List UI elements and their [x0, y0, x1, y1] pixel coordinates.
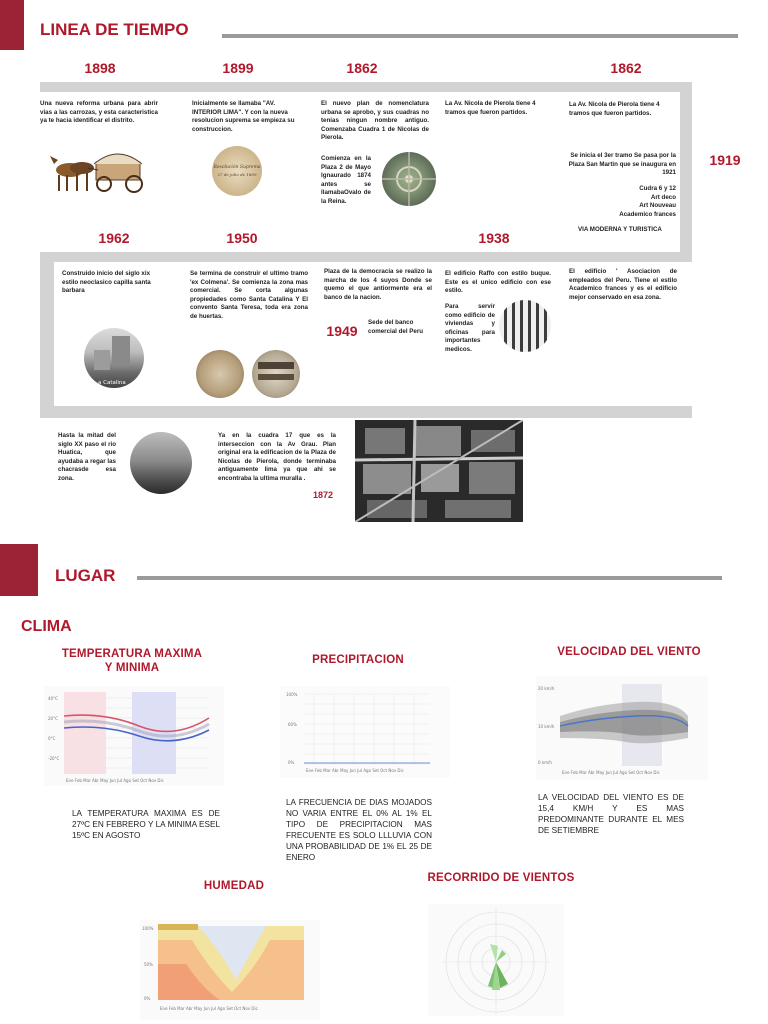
- temp-chart-title: TEMPERATURA MAXIMA Y MINIMA: [61, 648, 203, 674]
- row2-top-bar: [40, 252, 692, 262]
- text-1899: Inicialmente se llamaba "AV. INTERIOR LIMA". Y con la nueva resolucion suprema se empieza su construccion.: [192, 100, 295, 133]
- row2-bottom-bar: [40, 406, 692, 418]
- wind-route-chart-title: RECORRIDO DE VIENTOS: [427, 872, 575, 884]
- santa-catalina-photo: [84, 328, 144, 388]
- temperature-chart: [44, 686, 224, 786]
- year-1962: 1962: [98, 230, 130, 246]
- svg-text:40°C: 40°C: [48, 696, 58, 701]
- svg-text:Ene Feb Mar Abr May Jun Jul Ag: Ene Feb Mar Abr May Jun Jul Ago Set Oct Nov Dic: [160, 1006, 258, 1011]
- edificio-raffo-photo: [499, 300, 551, 352]
- year-1862-a: 1862: [346, 60, 378, 76]
- svg-text:20°C: 20°C: [48, 716, 58, 721]
- rio-huatica-photo: [130, 432, 192, 494]
- row2-left-bar: [40, 252, 54, 418]
- svg-text:0°C: 0°C: [48, 736, 56, 741]
- timeline-heading: LINEA DE TIEMPO: [40, 20, 189, 39]
- svg-text:10 km/h: 10 km/h: [538, 724, 555, 729]
- year-1899: 1899: [222, 60, 254, 76]
- wind-chart-title: VELOCIDAD DEL VIENTO: [557, 646, 701, 658]
- wind-rose-chart: [428, 904, 564, 1016]
- santa-catalina-label: a Catalina: [98, 380, 126, 386]
- horse-wagon-image: [48, 142, 148, 200]
- year-1950: 1950: [226, 230, 258, 246]
- svg-text:100%: 100%: [286, 692, 298, 697]
- svg-text:50%: 50%: [144, 962, 153, 967]
- svg-text:Ene Feb Mar Abr May Jun Jul Ag: Ene Feb Mar Abr May Jun Jul Ago Set Oct Nov Dic: [562, 770, 660, 775]
- clima-heading: CLIMA: [21, 618, 72, 635]
- svg-text:Ene Feb Mar Abr May Jun Jul Ag: Ene Feb Mar Abr May Jun Jul Ago Set Oct Nov Dic: [306, 768, 404, 773]
- lugar-heading: LUGAR: [55, 566, 116, 585]
- svg-text:0 km/h: 0 km/h: [538, 760, 552, 765]
- cuadra-line: Academico frances: [619, 210, 676, 218]
- temp-caption: LA TEMPERATURA MAXIMA ES DE 27ºC EN FEBRERO Y LA MINIMA ESEL 15ºC EN AGOSTO: [72, 809, 220, 840]
- text-1938-raffo: El edificio Raffo con estilo buque. Este es el unico edificio con ese estilo.: [445, 270, 551, 295]
- colmena-old-photo-1: [196, 350, 244, 398]
- svg-text:0%: 0%: [288, 760, 295, 765]
- text-asociacion-empleados: El edificio ' Asociacion de empleados del Peru. Tiene el estilo Academico frances y es el edificio mejor conservado en esa zona.: [569, 268, 677, 301]
- year-1938: 1938: [478, 230, 510, 246]
- year-1919: 1919: [709, 152, 741, 168]
- svg-text:0%: 0%: [144, 996, 151, 1001]
- text-banco-comercial: Sede del banco comercial del Peru: [368, 319, 424, 335]
- text-1862-plan: El nuevo plan de nomenclatura urbana se aprobo, y sus cuadras no tenias ningun nombre antiguo. Comenzaba Cuadra 1 de Nicolas de Pierola.: [321, 100, 429, 142]
- precipitation-chart: [280, 686, 450, 778]
- text-via-moderna: VIA MODERNA Y TURISTICA: [578, 226, 662, 233]
- cuadra-line: Art Nouveau: [639, 202, 676, 210]
- year-1949: 1949: [326, 323, 358, 339]
- wind-speed-chart: [536, 676, 708, 780]
- svg-text:Ene Feb Mar Abr May Jun Jul Ag: Ene Feb Mar Abr May Jun Jul Ago Set Oct Nov Dic: [66, 778, 164, 783]
- text-cuadra-styles: [560, 185, 676, 219]
- text-1862-tramos-a: La Av. Nicola de Pierola tiene 4 tramos que fueron partidos.: [445, 100, 536, 116]
- heading-rule: [222, 34, 738, 38]
- text-1898: Una nueva reforma urbana para abrir vias a las carrozas, y esta caracteristica ya te hacia identificar el distrito.: [40, 100, 158, 125]
- text-cuadra-17: Ya en la cuadra 17 que es la interseccion con la Av Grau. Plan original era la edificacion de la Plaza de Nicolas de Pierola, donde terminaba antiguamente lima ya que ahi se encontraba la ultima muralla .: [218, 432, 336, 482]
- colmena-old-photo-2: [252, 350, 300, 398]
- svg-text:100%: 100%: [142, 926, 154, 931]
- plaza-dos-de-mayo-aerial-image: [382, 152, 436, 206]
- text-1949-plaza: Plaza de la democracia se realizo la marcha de los 4 suyos Donde se quemo el que antiormente era el banco de la nacion.: [324, 268, 432, 301]
- precip-chart-title: PRECIPITACION: [312, 654, 404, 666]
- text-1962: Construido inicio del siglo xix estilo neoclasico capilla santa barbara: [62, 270, 151, 295]
- resolucion-sign-image: [212, 146, 262, 196]
- cuadra-line: Art deco: [650, 193, 676, 201]
- cuadra-line: Cudra 6 y 12: [639, 185, 676, 192]
- text-rio-huatica: Hasta la mitad del siglo XX paso el rio Huatica, que ayudaba a regar las chacrasde esa zona.: [58, 432, 116, 482]
- wind-caption: LA VELOCIDAD DEL VIENTO ES DE 15,4 KM/H Y ES MAS PREDOMINANTE DURANTE EL MES DE SETIEMBRE: [538, 793, 684, 835]
- humidity-chart: [140, 920, 320, 1020]
- svg-text:20 km/h: 20 km/h: [538, 686, 555, 691]
- svg-text:-20°C: -20°C: [48, 756, 60, 761]
- lugar-accent-block: [0, 544, 38, 596]
- aerial-city-photo: [355, 420, 523, 522]
- svg-text:60%: 60%: [288, 722, 297, 727]
- text-1950: Se termina de construir el ultimo tramo 'ex Colmena'. Se comienza la zona mas comercial. Se corta algunas propiedades como Santa Catalina Y El convento Santa Teresa, toda era zona de huertas.: [190, 270, 308, 320]
- header-accent-block: [0, 0, 24, 50]
- lugar-rule: [137, 576, 722, 580]
- svg-text:27 de julio de 1899: 27 de julio de 1899: [217, 172, 257, 177]
- text-plaza-dos-de-mayo: Comienza en la Plaza 2 de Mayo Ignaurado 1874 antes se llamabaOvalo de la Reina.: [321, 155, 371, 205]
- year-1872: 1872: [313, 490, 334, 500]
- humidity-chart-title: HUMEDAD: [203, 880, 265, 892]
- precip-caption: LA FRECUENCIA DE DIAS MOJADOS NO VARIA ENTRE EL 0% AL 1% EL TIPO DE PRECIPITACION MAS FRECUENTE ES SOLO LLLUVIA CON UNA PROBABILIDAD DE 1% EL 25 DE ENERO: [286, 798, 432, 862]
- year-1862-b: 1862: [610, 60, 642, 76]
- row1-top-bar: [40, 82, 692, 92]
- text-tercer-tramo: Se inicia el 3er tramo Se pasa por la Plaza San Martin que se inaugura en 1921: [568, 152, 676, 177]
- year-1898: 1898: [84, 60, 116, 76]
- text-1862-tramos-b: La Av. Nicola de Pierola tiene 4 tramos que fueron partidos.: [569, 101, 660, 117]
- text-raffo-viviendas: Para servir como edificio de viviendas y oficinas para importantes medicos.: [445, 303, 495, 353]
- svg-text:Resolución Suprema: Resolución Suprema: [213, 165, 261, 170]
